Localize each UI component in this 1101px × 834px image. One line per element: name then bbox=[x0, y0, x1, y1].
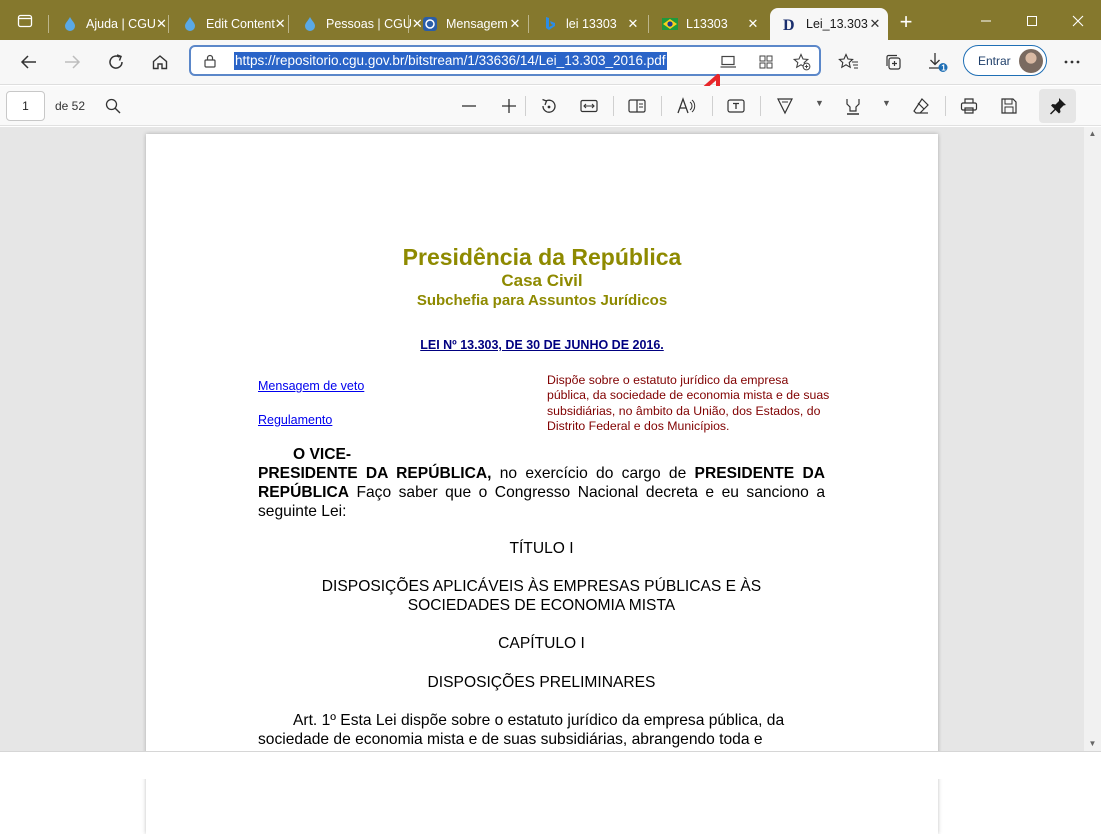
toolbar-separator bbox=[525, 96, 526, 116]
tab-ajuda[interactable] bbox=[50, 8, 168, 40]
maximize-button[interactable] bbox=[1009, 6, 1055, 36]
preamble-mid: no exercício do cargo de bbox=[491, 465, 695, 482]
search-icon[interactable] bbox=[101, 94, 125, 118]
close-icon[interactable]: ✕ bbox=[747, 16, 759, 31]
close-icon[interactable]: ✕ bbox=[869, 16, 881, 31]
preamble-bold1: PRESIDENTE DA REPÚBLICA, bbox=[258, 465, 492, 482]
preamble-line1: O VICE- bbox=[293, 446, 352, 463]
pin-icon bbox=[1049, 97, 1067, 115]
zoom-out-icon[interactable] bbox=[457, 94, 481, 118]
toolbar-separator bbox=[613, 96, 614, 116]
chevron-down-icon[interactable]: ▼ bbox=[815, 98, 824, 108]
tab-title: Edit Content bbox=[206, 17, 275, 31]
vertical-scrollbar[interactable] bbox=[1084, 127, 1101, 751]
droplet-icon bbox=[62, 16, 78, 32]
url-text[interactable]: https://repositorio.cgu.gov.br/bitstream/1/33636/14/Lei_13.303_2016.pdf bbox=[235, 53, 666, 68]
pdf-page bbox=[146, 134, 938, 834]
home-button[interactable] bbox=[145, 47, 175, 77]
navigation-toolbar bbox=[0, 40, 1101, 85]
tab-separator bbox=[48, 15, 49, 33]
apps-icon[interactable] bbox=[756, 52, 776, 72]
sign-in-label: Entrar bbox=[978, 53, 1011, 68]
ementa-text: Dispõe sobre o estatuto jurídico da empresa pública, da sociedade de economia mista e de suas subsidiárias, no âmbito da União, dos Estados, do Distrito Federal e dos Municípios. bbox=[547, 373, 830, 434]
bing-icon bbox=[542, 16, 558, 32]
back-button[interactable] bbox=[14, 47, 44, 77]
add-favorite-icon[interactable] bbox=[792, 52, 812, 72]
text-box-icon[interactable] bbox=[724, 94, 748, 118]
new-tab-button[interactable]: + bbox=[899, 9, 913, 34]
header-subchefia: Subchefia para Assuntos Jurídicos bbox=[416, 292, 668, 309]
read-aloud-icon[interactable] bbox=[675, 94, 699, 118]
page-view-icon[interactable] bbox=[625, 94, 649, 118]
chevron-down-icon[interactable]: ▼ bbox=[882, 98, 891, 108]
droplet-icon bbox=[182, 16, 198, 32]
minimize-button[interactable] bbox=[963, 6, 1009, 36]
favorites-icon[interactable] bbox=[836, 49, 862, 75]
close-icon[interactable]: ✕ bbox=[509, 16, 521, 31]
device-icon[interactable] bbox=[719, 52, 739, 72]
article-1 bbox=[258, 711, 825, 749]
tab-mensagem[interactable] bbox=[410, 8, 528, 40]
eraser-icon[interactable] bbox=[909, 94, 933, 118]
titulo-heading: TÍTULO I bbox=[509, 540, 574, 557]
tab-title: Lei_13.303 bbox=[806, 17, 868, 31]
bottom-strip bbox=[0, 751, 1101, 779]
tab-separator bbox=[408, 15, 409, 33]
scroll-up-icon[interactable]: ▲ bbox=[1088, 129, 1097, 138]
pdf-toolbar bbox=[0, 86, 1101, 126]
tab-title: lei 13303 bbox=[566, 17, 617, 31]
flag-icon bbox=[662, 16, 678, 32]
preamble-text bbox=[258, 464, 825, 521]
tab-separator bbox=[288, 15, 289, 33]
downloads-icon[interactable] bbox=[924, 49, 950, 75]
tab-actions-icon[interactable] bbox=[12, 8, 38, 34]
close-icon[interactable]: ✕ bbox=[274, 16, 286, 31]
droplet-icon bbox=[302, 16, 318, 32]
link-regulamento[interactable]: Regulamento bbox=[258, 413, 333, 427]
tab-edit-content[interactable] bbox=[170, 8, 288, 40]
tab-pessoas[interactable] bbox=[290, 8, 423, 40]
tab-title: Ajuda | CGU bbox=[86, 17, 156, 31]
tab-separator bbox=[168, 15, 169, 33]
article-text: Esta Lei dispõe sobre o estatuto jurídico da empresa pública, da sociedade de economia mista e de suas subsidiárias, abrangendo toda e bbox=[258, 712, 785, 748]
lock-icon[interactable] bbox=[203, 53, 217, 74]
capitulo-heading: CAPÍTULO I bbox=[498, 635, 585, 652]
pdf-viewer[interactable] bbox=[0, 127, 1084, 751]
close-icon[interactable]: ✕ bbox=[411, 16, 423, 31]
preamble-end: Faço saber que o Congresso Nacional decreta e eu sanciono a seguinte Lei: bbox=[258, 484, 825, 520]
toolbar-separator bbox=[712, 96, 713, 116]
tab-l13303[interactable] bbox=[650, 8, 768, 40]
capitulo-description: DISPOSIÇÕES PRELIMINARES bbox=[427, 674, 656, 691]
mail-icon bbox=[422, 16, 438, 32]
toolbar-separator bbox=[760, 96, 761, 116]
titulo-description: DISPOSIÇÕES APLICÁVEIS ÀS EMPRESAS PÚBLICAS E ÀS SOCIEDADES DE ECONOMIA MISTA bbox=[321, 578, 762, 614]
tab-separator bbox=[528, 15, 529, 33]
save-icon[interactable] bbox=[997, 94, 1021, 118]
tab-separator bbox=[648, 15, 649, 33]
law-title[interactable]: LEI Nº 13.303, DE 30 DE JUNHO DE 2016. bbox=[420, 338, 664, 352]
tab-title: L13303 bbox=[686, 17, 728, 31]
tab-lei-13303-search[interactable] bbox=[530, 8, 648, 40]
page-number-input[interactable]: 1 bbox=[6, 91, 45, 121]
download-badge: 1 bbox=[941, 63, 946, 73]
avatar bbox=[1019, 49, 1043, 73]
tab-title: Pessoas | CGU bbox=[326, 17, 412, 31]
fit-width-icon[interactable] bbox=[577, 94, 601, 118]
header-presidencia: Presidência da República bbox=[402, 244, 682, 270]
link-mensagem-de-veto[interactable]: Mensagem de veto bbox=[258, 379, 365, 393]
close-icon[interactable]: ✕ bbox=[627, 16, 639, 31]
more-options-icon[interactable] bbox=[1059, 49, 1085, 75]
close-window-button[interactable] bbox=[1055, 6, 1101, 36]
article-label: Art. 1º bbox=[293, 712, 336, 729]
toolbar-separator bbox=[661, 96, 662, 116]
tab-lei-13303-pdf[interactable] bbox=[770, 8, 888, 40]
header-casa-civil: Casa Civil bbox=[501, 271, 583, 290]
pin-toolbar-button[interactable] bbox=[1039, 89, 1076, 123]
forward-button[interactable] bbox=[57, 47, 87, 77]
page-count: de 52 bbox=[55, 99, 86, 113]
print-icon[interactable] bbox=[957, 94, 981, 118]
sign-in-button[interactable] bbox=[963, 45, 1047, 76]
tab-strip bbox=[0, 0, 1101, 40]
draw-icon[interactable] bbox=[773, 94, 797, 118]
toolbar-separator bbox=[945, 96, 946, 116]
dspace-icon bbox=[782, 16, 798, 32]
scroll-down-icon[interactable]: ▼ bbox=[1088, 739, 1097, 748]
preamble-bold2: PRESIDENTE DA REPÚBLICA bbox=[258, 465, 825, 501]
collections-icon[interactable] bbox=[880, 49, 906, 75]
close-icon[interactable]: ✕ bbox=[155, 16, 167, 31]
refresh-button[interactable] bbox=[101, 47, 131, 77]
rotate-icon[interactable] bbox=[537, 94, 561, 118]
tab-title: Mensagem bbox=[446, 17, 508, 31]
zoom-in-icon[interactable] bbox=[497, 94, 521, 118]
highlight-icon[interactable] bbox=[841, 94, 865, 118]
svg-text:D: D bbox=[783, 17, 795, 34]
address-bar[interactable] bbox=[189, 45, 821, 76]
